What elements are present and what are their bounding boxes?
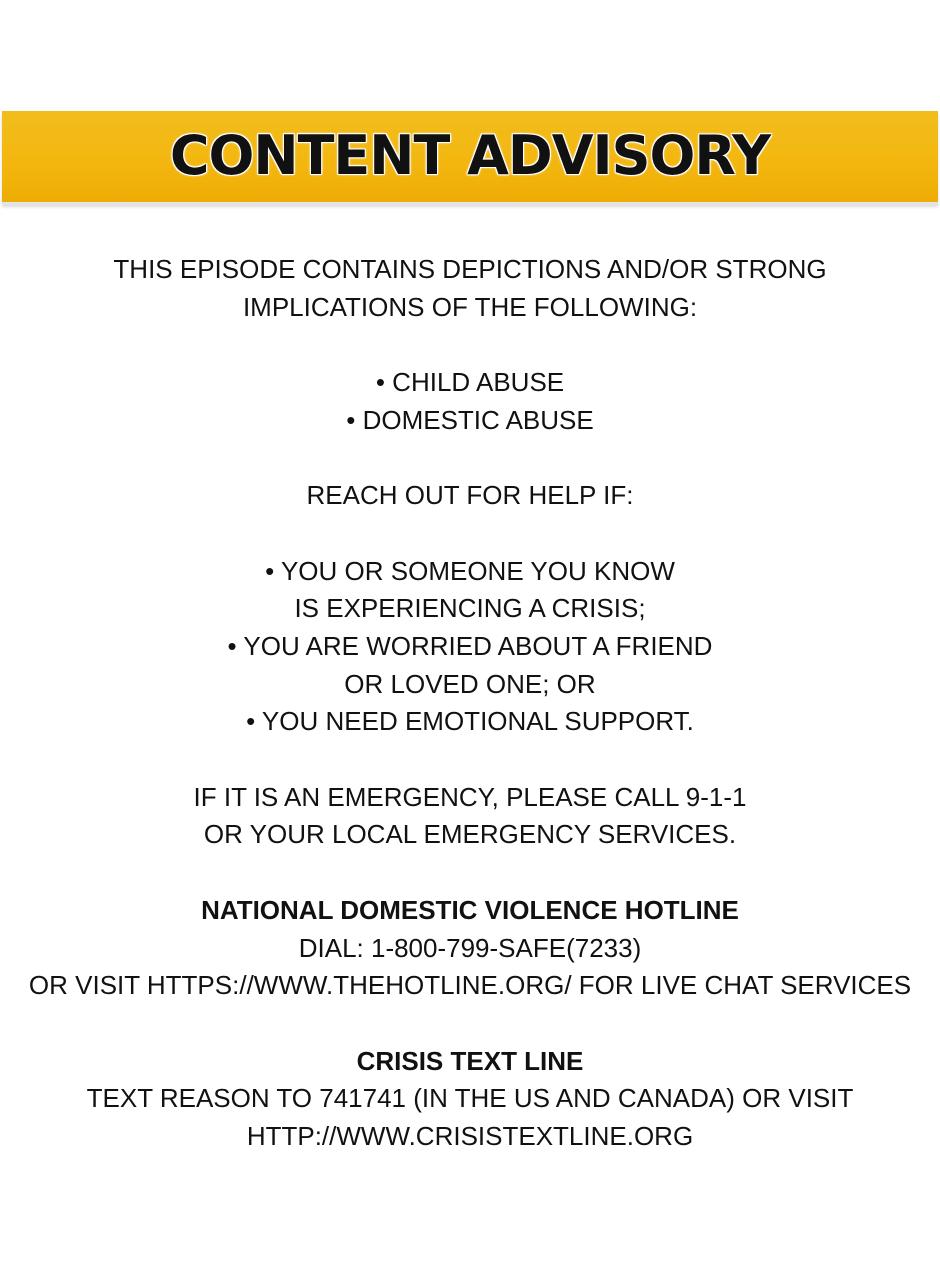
reach-out-heading: REACH OUT FOR HELP IF: — [306, 480, 634, 511]
hotline-dial: DIAL: 1-800-799-SAFE(7233) — [298, 932, 642, 963]
topic-item: • CHILD ABUSE — [375, 367, 565, 398]
intro-line-1: THIS EPISODE CONTAINS DEPICTIONS AND/OR STRONG — [113, 254, 827, 284]
topic-item: • DOMESTIC ABUSE — [346, 404, 594, 435]
spacer — [0, 854, 940, 892]
reason-item: • YOU ARE WORRIED ABOUT A FRIEND — [227, 630, 713, 661]
reason-item: • YOU OR SOMEONE YOU KNOW — [265, 555, 675, 586]
advisory-content — [0, 251, 940, 1156]
spacer — [0, 326, 940, 364]
spacer — [0, 440, 940, 478]
spacer — [0, 515, 940, 553]
reason-item: IS EXPERIENCING A CRISIS; — [294, 593, 646, 624]
hotline-visit: OR VISIT HTTPS://WWW.THEHOTLINE.ORG/ FOR LIVE CHAT SERVICES — [28, 970, 912, 1001]
advisory-banner — [2, 111, 938, 205]
text-line-name: CRISIS TEXT LINE — [356, 1045, 584, 1076]
text-line-url: HTTP://WWW.CRISISTEXTLINE.ORG — [246, 1121, 694, 1152]
banner-title: CONTENT ADVISORY — [169, 124, 771, 187]
emergency-line-2: OR YOUR LOCAL EMERGENCY SERVICES. — [203, 819, 737, 850]
intro-line-2: IMPLICATIONS OF THE FOLLOWING: — [242, 291, 698, 322]
emergency-line-1: IF IT IS AN EMERGENCY, PLEASE CALL 9-1-1 — [193, 781, 747, 812]
reason-item: OR LOVED ONE; OR — [344, 668, 596, 699]
spacer — [0, 741, 940, 779]
text-line-instructions: TEXT REASON TO 741741 (IN THE US AND CANADA) OR VISIT — [86, 1083, 854, 1114]
reason-item: • YOU NEED EMOTIONAL SUPPORT. — [246, 706, 694, 737]
spacer — [0, 1005, 940, 1043]
hotline-name: NATIONAL DOMESTIC VIOLENCE HOTLINE — [201, 894, 739, 925]
